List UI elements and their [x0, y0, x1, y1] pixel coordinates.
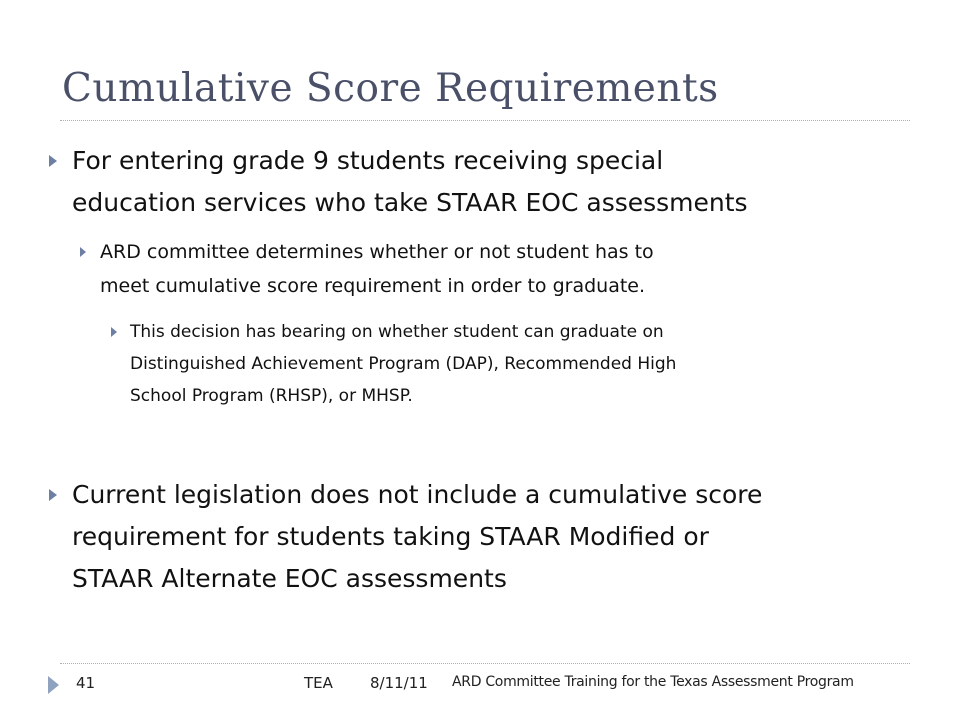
bullet-triangle-icon: [49, 489, 57, 501]
bullet-line: meet cumulative score requirement in order to graduate.: [100, 275, 646, 297]
bullet-triangle-icon: [80, 247, 86, 257]
bullet-line: This decision has bearing on whether student can graduate on: [130, 322, 664, 342]
bullet-level1: [72, 474, 762, 600]
footer-date: 8/11/11: [370, 674, 428, 692]
bullet-line: requirement for students taking STAAR Modified or: [72, 522, 709, 551]
bullet-line: Distinguished Achievement Program (DAP), Recommended High: [130, 354, 677, 374]
bullet-line: ARD committee determines whether or not student has to: [100, 241, 654, 263]
bullet-triangle-icon: [49, 155, 57, 167]
bullet-level2: [100, 235, 654, 303]
bullet-line: Current legislation does not include a cumulative score: [72, 480, 763, 509]
bullet-line: education services who take STAAR EOC assessments: [72, 188, 748, 217]
bullet-triangle-icon: [111, 327, 117, 337]
bullet-line: School Program (RHSP), or MHSP.: [130, 386, 413, 406]
title-divider: [60, 120, 910, 121]
bullet-level1: [72, 140, 748, 224]
footer-divider: [60, 663, 910, 664]
page-number: 41: [76, 674, 96, 692]
bullet-line: STAAR Alternate EOC assessments: [72, 564, 507, 593]
bullet-line: For entering grade 9 students receiving special: [72, 146, 664, 175]
slide-title: Cumulative Score Requirements: [62, 66, 719, 111]
footer-triangle-icon: [48, 676, 59, 694]
footer-org: TEA: [304, 674, 333, 692]
bullet-level3: [130, 316, 676, 412]
footer-course: ARD Committee Training for the Texas Assessment Program: [452, 674, 854, 690]
